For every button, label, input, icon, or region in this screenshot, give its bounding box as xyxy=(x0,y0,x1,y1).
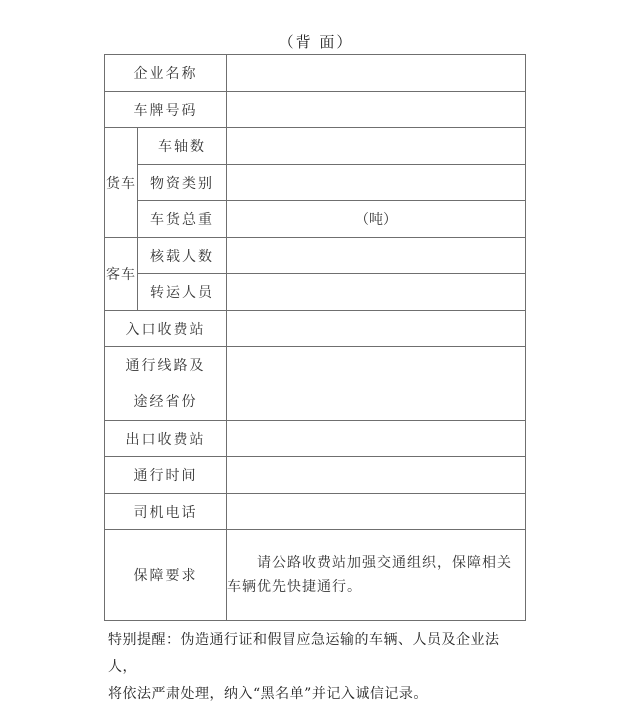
capacity-label: 核载人数 xyxy=(138,238,227,274)
passengers-label: 转运人员 xyxy=(138,274,227,311)
row-axle-count xyxy=(105,128,526,165)
notice-line2: 将依法严肃处理，纳入“黑名单”并记入诚信记录。 xyxy=(108,686,428,702)
route-field[interactable] xyxy=(227,347,526,421)
route-label-line2: 途经省份 xyxy=(133,393,198,410)
exit-station-field[interactable] xyxy=(227,421,526,457)
axle-count-label: 车轴数 xyxy=(138,128,227,165)
special-notice xyxy=(108,627,528,708)
row-plate-number xyxy=(105,92,526,128)
row-driver-phone xyxy=(105,494,526,530)
plate-number-label: 车牌号码 xyxy=(105,92,227,128)
notice-line1: 特别提醒：伪造通行证和假冒应急运输的车辆、人员及企业法人， xyxy=(108,632,500,675)
travel-time-field[interactable] xyxy=(227,457,526,494)
total-weight-field[interactable] xyxy=(227,201,526,238)
row-travel-time xyxy=(105,457,526,494)
passengers-field[interactable] xyxy=(227,274,526,311)
row-route xyxy=(105,347,526,421)
page-title: （背 面） xyxy=(278,33,354,51)
guarantee-text-line1: 请公路收费站加强交通组织，保障相关 xyxy=(227,555,512,571)
company-name-field[interactable] xyxy=(227,55,526,92)
pass-form-table xyxy=(104,54,526,621)
route-label-line1: 通行线路及 xyxy=(125,357,206,374)
driver-phone-label: 司机电话 xyxy=(105,494,227,530)
row-guarantee xyxy=(105,530,526,621)
capacity-field[interactable] xyxy=(227,238,526,274)
row-capacity xyxy=(105,238,526,274)
guarantee-text xyxy=(227,530,526,621)
company-name-label: 企业名称 xyxy=(105,55,227,92)
cargo-type-field[interactable] xyxy=(227,165,526,201)
entry-station-label: 入口收费站 xyxy=(105,311,227,347)
guarantee-text-line2: 车辆优先快捷通行。 xyxy=(227,579,362,595)
cargo-type-label: 物资类别 xyxy=(138,165,227,201)
truck-group-label: 货车 xyxy=(105,128,138,238)
row-entry-station xyxy=(105,311,526,347)
row-passengers xyxy=(105,274,526,311)
driver-phone-field[interactable] xyxy=(227,494,526,530)
travel-time-label: 通行时间 xyxy=(105,457,227,494)
plate-number-field[interactable] xyxy=(227,92,526,128)
weight-unit: （吨） xyxy=(355,212,397,228)
axle-count-field[interactable] xyxy=(227,128,526,165)
row-company-name xyxy=(105,55,526,92)
total-weight-label: 车货总重 xyxy=(138,201,227,238)
route-label xyxy=(105,347,227,421)
row-total-weight xyxy=(105,201,526,238)
entry-station-field[interactable] xyxy=(227,311,526,347)
row-cargo-type xyxy=(105,165,526,201)
guarantee-label: 保障要求 xyxy=(105,530,227,621)
row-exit-station xyxy=(105,421,526,457)
exit-station-label: 出口收费站 xyxy=(105,421,227,457)
bus-group-label: 客车 xyxy=(105,238,138,311)
